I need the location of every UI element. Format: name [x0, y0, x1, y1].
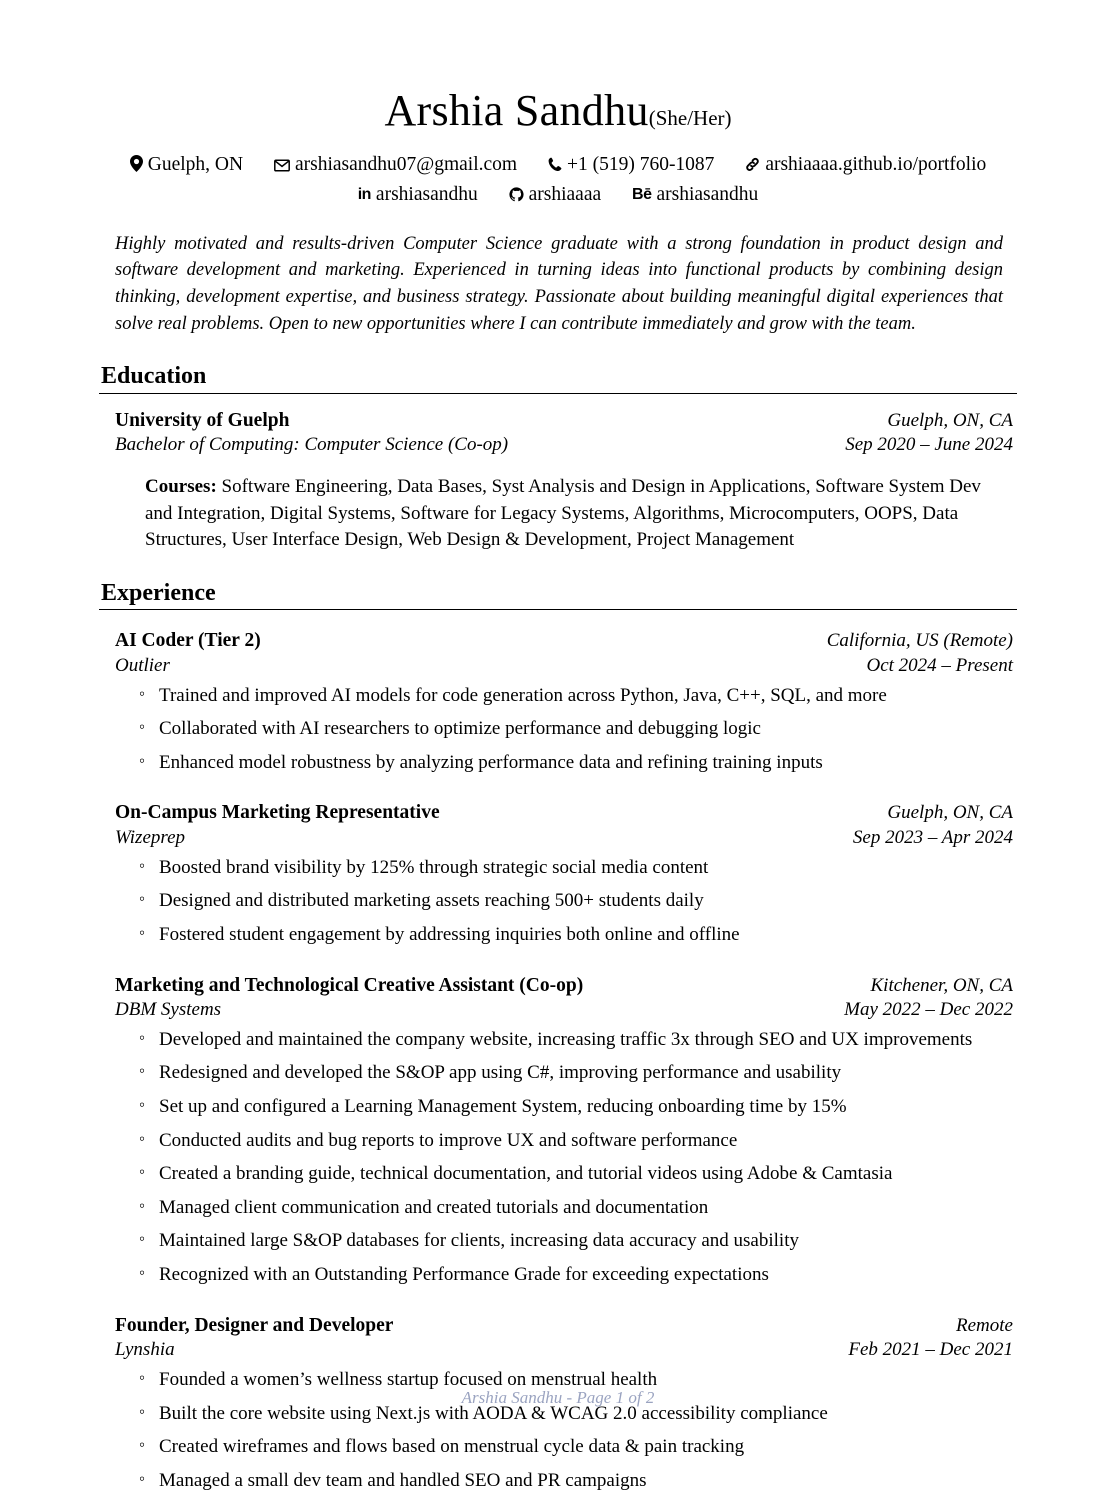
experience-location: California, US (Remote) — [826, 630, 1013, 652]
experience-bullet: ◦ Collaborated with AI researchers to optimize performance and debugging logic — [137, 716, 1017, 743]
experience-entry — [99, 628, 1017, 776]
section-title-experience: Experience — [101, 579, 216, 606]
experience-entry-bottom — [99, 654, 1017, 679]
experience-bullet: ◦ Trained and improved AI models for code generation across Python, Java, C++, SQL, and more — [137, 683, 1017, 710]
experience-bullet: ◦ Designed and distributed marketing assets reaching 500+ students daily — [137, 888, 1017, 915]
experience-bullet: ◦ Boosted brand visibility by 125% through strategic social media content — [137, 855, 1017, 882]
contact-linkedin-text: arshiasandhu — [375, 184, 478, 206]
location-pin-icon — [130, 155, 143, 172]
contact-email-text: arshiasandhu07@gmail.com — [294, 153, 518, 175]
experience-location: Remote — [956, 1314, 1013, 1336]
experience-entry — [99, 800, 1017, 948]
experience-bullet-list — [99, 1367, 1017, 1494]
experience-company: DBM Systems — [115, 999, 222, 1021]
contact-phone-text: +1 (519) 760-1087 — [566, 153, 715, 175]
contact-github-text: arshiaaaa — [528, 184, 602, 206]
contact-github[interactable] — [509, 185, 602, 205]
contact-row-social — [99, 184, 1017, 204]
experience-bullet: ◦ Redesigned and developed the S&OP app using C#, improving performance and usability — [137, 1060, 1017, 1087]
experience-location: Kitchener, ON, CA — [870, 974, 1013, 996]
section-education — [99, 363, 1017, 554]
experience-bullet: ◦ Conducted audits and bug reports to improve UX and software performance — [137, 1128, 1017, 1155]
experience-dates: Oct 2024 – Present — [866, 654, 1013, 676]
github-icon — [509, 187, 524, 202]
experience-title: Founder, Designer and Developer — [115, 1314, 394, 1336]
courses-list: Software Engineering, Data Bases, Syst Analysis and Design in Applications, Software System Dev and Integration, Digital Systems, Software for Legacy Systems, Algorithms, Microcomputers, OOPS, Data Structures, User Interface Design, Web Design & Development, Project Management — [145, 476, 981, 551]
experience-company: Wizeprep — [115, 827, 186, 849]
contact-portfolio-text: arshiaaaa.github.io/portfolio — [765, 153, 987, 175]
summary-paragraph: Highly motivated and results-driven Computer Science graduate with a strong foundation in product design and software development and marketing. Experienced in turning ideas into functional products by combining design thinking, development expertise, and business strategy. Passionate about building meaningful digital experiences that solve real problems. Open to new opportunities where I can contribute immediately and grow with the team. — [115, 233, 1003, 334]
experience-entry-top — [99, 1313, 1017, 1339]
experience-bullet: ◦ Built the core website using Next.js with AODA & WCAG 2.0 accessibility compliance — [137, 1401, 1017, 1428]
experience-title: On-Campus Marketing Representative — [115, 802, 440, 824]
experience-bullet-list — [99, 855, 1017, 949]
experience-company: Lynshia — [115, 1339, 175, 1361]
education-entry-bottom — [99, 433, 1017, 458]
linkedin-icon: in — [357, 186, 371, 204]
page-footer: Arshia Sandhu - Page 1 of 2 — [461, 1388, 655, 1407]
phone-icon — [548, 157, 562, 172]
experience-bullet: ◦ Founded a women’s wellness startup focused on menstrual health — [137, 1367, 1017, 1394]
education-entry — [99, 408, 1017, 554]
experience-bullet: ◦ Set up and configured a Learning Management System, reducing onboarding time by 15% — [137, 1094, 1017, 1121]
section-title-education: Education — [101, 363, 207, 390]
resume-content — [99, 0, 1017, 1494]
experience-entries — [99, 628, 1017, 1494]
contact-behance-text: arshiasandhu — [656, 184, 759, 206]
contact-email[interactable] — [274, 155, 517, 175]
experience-company: Outlier — [115, 654, 170, 676]
contact-row-primary — [99, 154, 1017, 174]
contact-linkedin[interactable] — [358, 185, 478, 205]
contact-portfolio[interactable] — [745, 155, 986, 175]
experience-entry-bottom — [99, 998, 1017, 1023]
experience-dates: Sep 2023 – Apr 2024 — [852, 827, 1013, 849]
experience-bullet: ◦ Fostered student engagement by addressing inquiries both online and offline — [137, 922, 1017, 949]
contact-phone[interactable] — [548, 155, 714, 175]
experience-bullet-list — [99, 1027, 1017, 1289]
education-entry-top — [99, 408, 1017, 434]
contact-behance[interactable] — [632, 185, 758, 205]
envelope-icon — [274, 159, 290, 172]
contact-location-text: Guelph, ON — [147, 153, 244, 175]
experience-location: Guelph, ON, CA — [887, 802, 1013, 824]
contact-location[interactable] — [130, 155, 243, 175]
experience-bullet: ◦ Enhanced model robustness by analyzing performance data and refining training inputs — [137, 750, 1017, 777]
experience-bullet-list — [99, 683, 1017, 777]
experience-entry — [99, 973, 1017, 1289]
education-dates: Sep 2020 – June 2024 — [845, 434, 1013, 456]
candidate-pronouns: (She/Her) — [648, 106, 732, 130]
experience-entry-bottom — [99, 1338, 1017, 1363]
section-divider — [99, 393, 1017, 394]
experience-entry-top — [99, 628, 1017, 654]
candidate-name: Arshia Sandhu — [384, 86, 649, 135]
experience-title: AI Coder (Tier 2) — [115, 630, 261, 652]
experience-bullet: ◦ Managed client communication and created tutorials and documentation — [137, 1195, 1017, 1222]
experience-dates: May 2022 – Dec 2022 — [844, 999, 1013, 1021]
experience-bullet: ◦ Created a branding guide, technical documentation, and tutorial videos using Adobe & Camtasia — [137, 1161, 1017, 1188]
experience-bullet: ◦ Recognized with an Outstanding Performance Grade for exceeding expectations — [137, 1262, 1017, 1289]
experience-entry-top — [99, 973, 1017, 999]
experience-bullet: ◦ Managed a small dev team and handled SEO and PR campaigns — [137, 1468, 1017, 1494]
experience-bullet: ◦ Developed and maintained the company website, increasing traffic 3x through SEO and UX improvements — [137, 1027, 1017, 1054]
experience-bullet: ◦ Created wireframes and flows based on menstrual cycle data & pain tracking — [137, 1434, 1017, 1461]
experience-bullet: ◦ Maintained large S&OP databases for clients, increasing data accuracy and usability — [137, 1228, 1017, 1255]
section-divider — [99, 609, 1017, 610]
behance-icon: Bē — [632, 186, 652, 204]
courses-label: Courses: — [145, 476, 217, 498]
education-courses — [99, 474, 1017, 554]
page-title — [99, 88, 1017, 134]
experience-entry-top — [99, 800, 1017, 826]
experience-title: Marketing and Technological Creative Assistant (Co-op) — [115, 974, 584, 996]
experience-entry-bottom — [99, 826, 1017, 851]
section-experience — [99, 580, 1017, 1494]
experience-dates: Feb 2021 – Dec 2021 — [848, 1339, 1013, 1361]
education-degree: Bachelor of Computing: Computer Science (Co-op) — [115, 434, 509, 456]
education-location: Guelph, ON, CA — [887, 409, 1013, 431]
link-icon — [745, 157, 760, 172]
education-school: University of Guelph — [115, 409, 290, 431]
